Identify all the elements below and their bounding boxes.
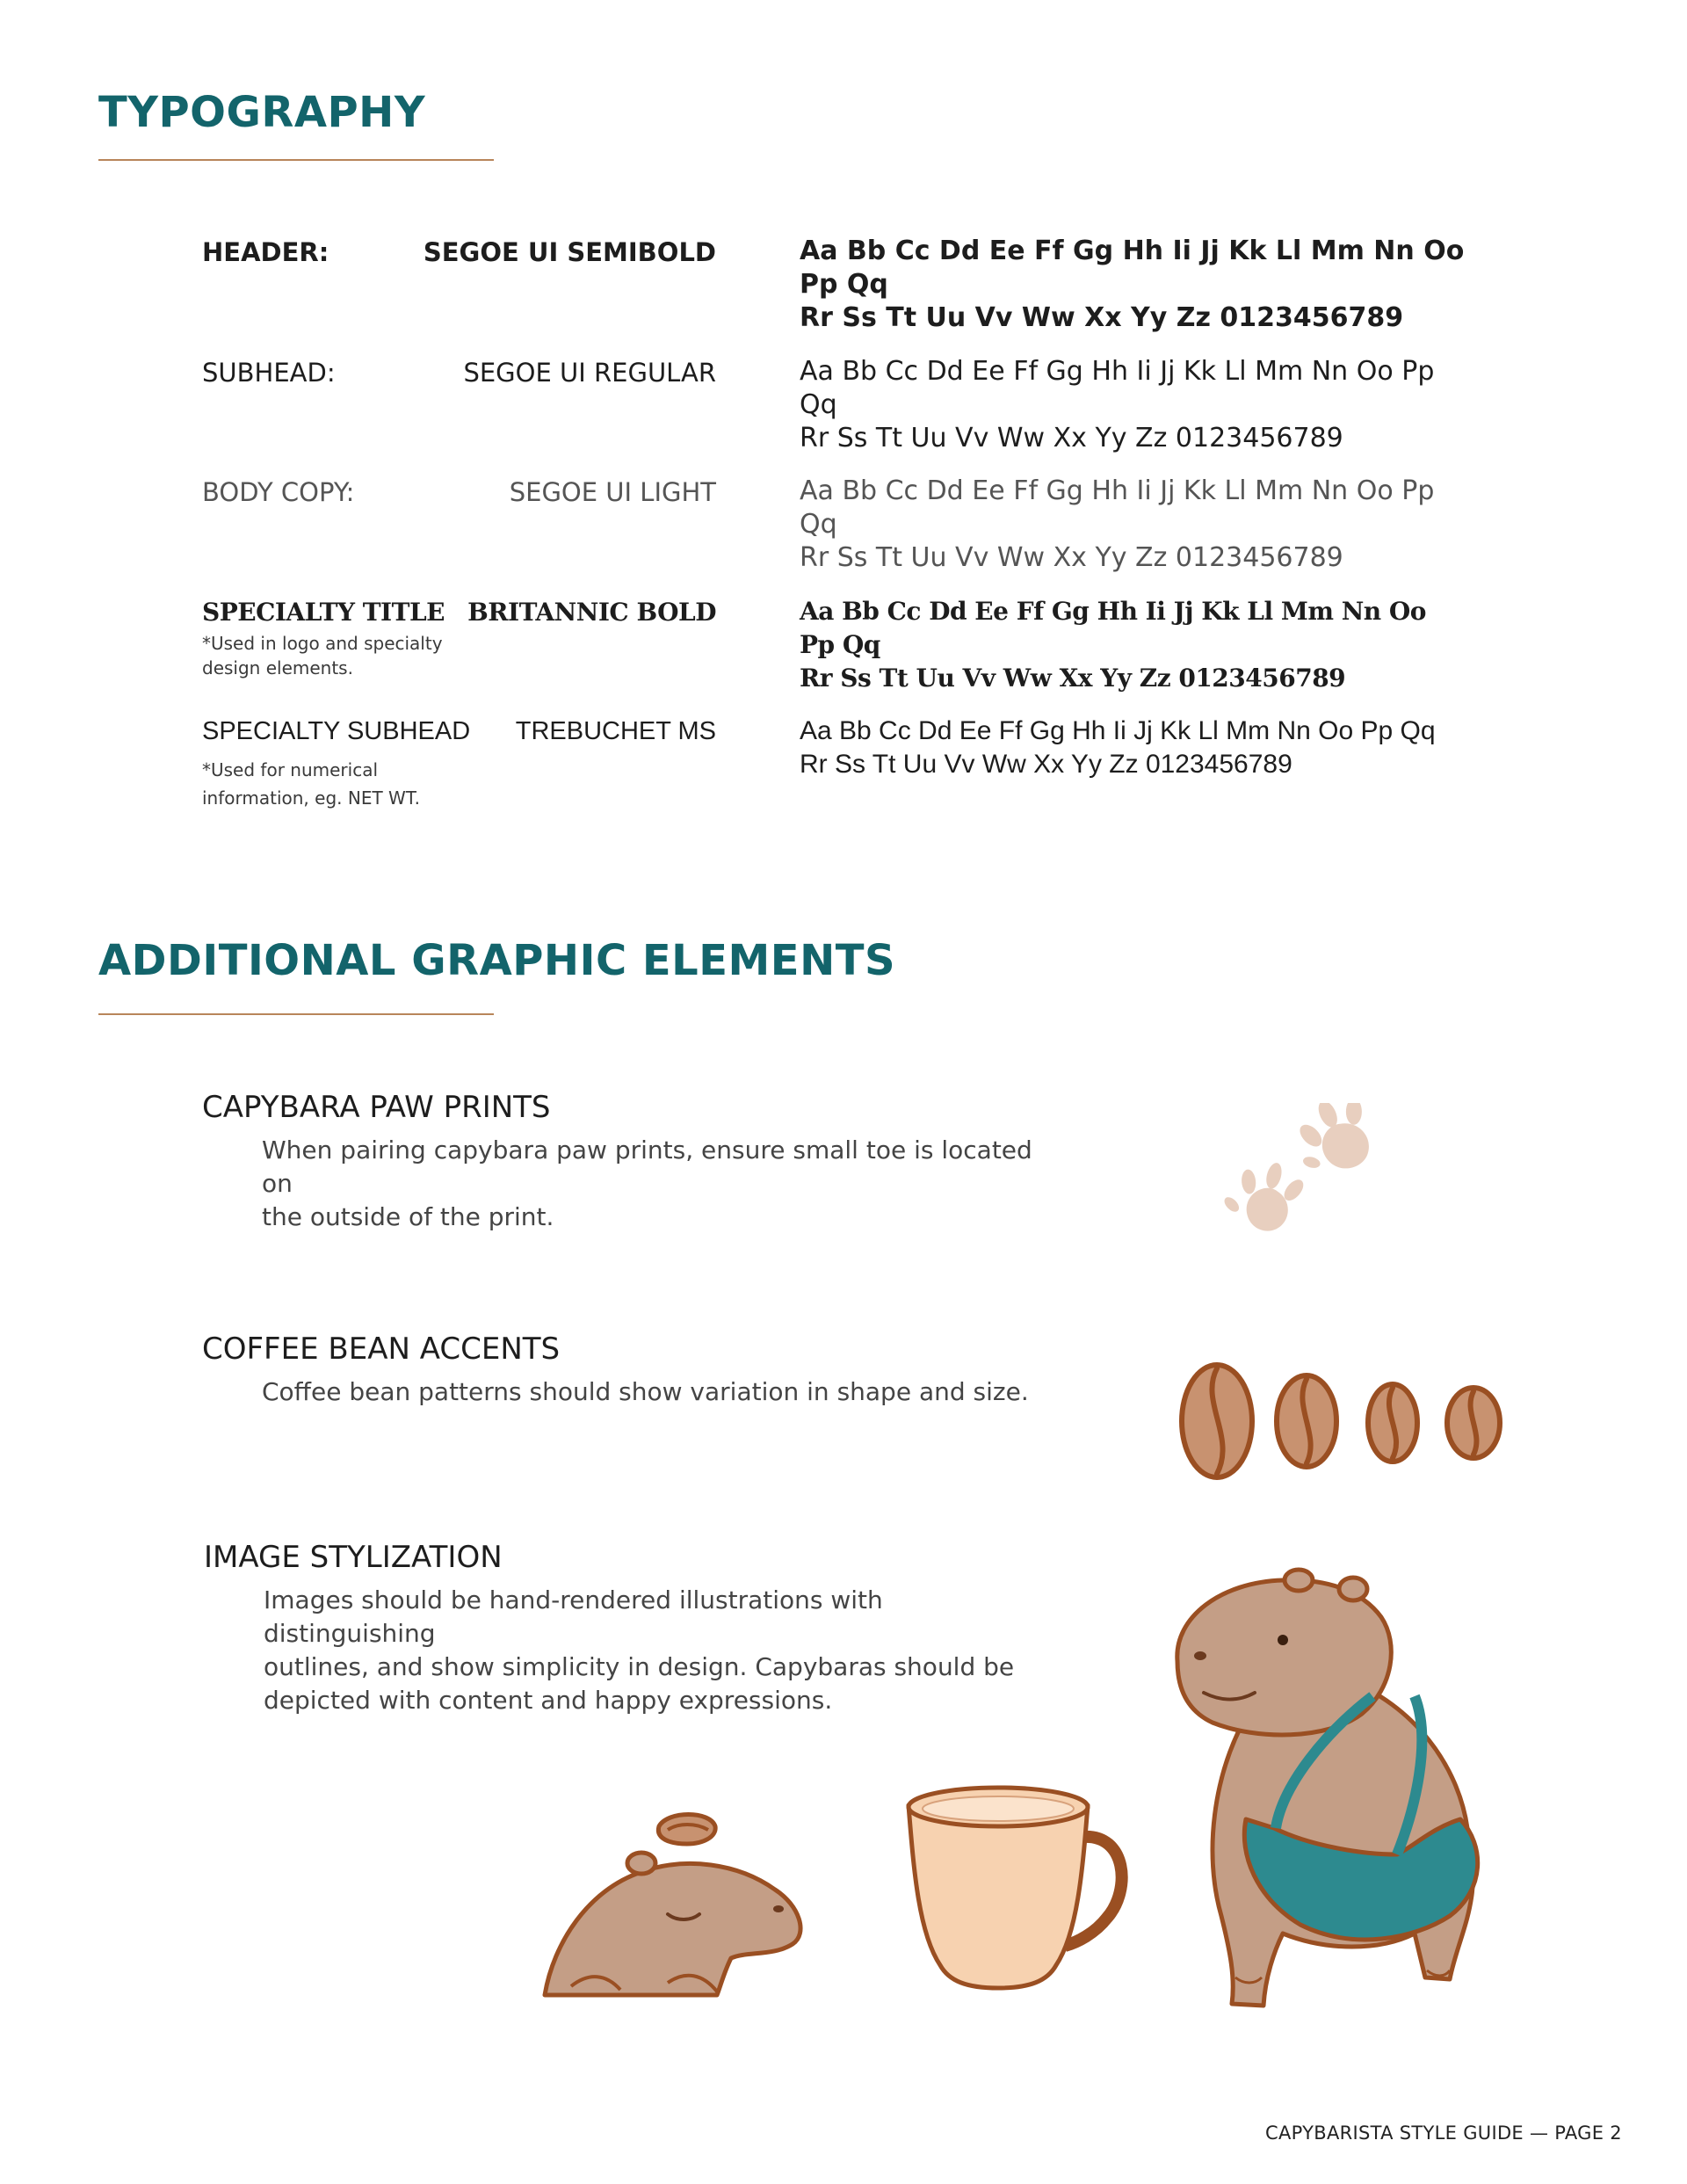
image-heading: IMAGE STYLIZATION <box>204 1540 503 1575</box>
type-font-subhead: SEGOE UI REGULAR <box>463 358 716 388</box>
type-note-specialty-title: *Used in logo and specialty design elements. <box>202 633 443 678</box>
paw-description: When pairing capybara paw prints, ensure small toe is located on the outside of the print. <box>262 1136 1032 1231</box>
type-font-body: SEGOE UI LIGHT <box>509 477 716 507</box>
capybara-bean-illustration <box>536 1810 817 2004</box>
type-font-header: SEGOE UI SEMIBOLD <box>423 237 716 267</box>
page-footer: CAPYBARISTA STYLE GUIDE — PAGE 2 <box>1265 2122 1622 2144</box>
capybara-apron-illustration <box>1151 1564 1538 2021</box>
paw-heading: CAPYBARA PAW PRINTS <box>202 1090 551 1125</box>
typography-rule <box>98 159 494 161</box>
type-label-header: HEADER: <box>202 237 329 267</box>
type-label-specialty-subhead: SPECIALTY SUBHEAD <box>202 717 471 745</box>
typography-title: TYPOGRAPHY <box>98 88 426 137</box>
type-sample-subhead: Aa Bb Cc Dd Ee Ff Gg Hh Ii Jj Kk Ll Mm Nn Oo Pp Qq Rr Ss Tt Uu Vv Ww Xx Yy Zz 0123456789 <box>800 356 1435 453</box>
graphics-title: ADDITIONAL GRAPHIC ELEMENTS <box>98 936 896 985</box>
graphics-rule <box>98 1013 494 1015</box>
type-label-body: BODY COPY: <box>202 477 355 507</box>
bean-description: Coffee bean patterns should show variation in shape and size. <box>262 1377 1029 1406</box>
type-sample-specialty-title: Aa Bb Cc Dd Ee Ff Gg Hh Ii Jj Kk Ll Mm Nn Oo Pp Qq Rr Ss Tt Uu Vv Ww Xx Yy Zz 0123456789 <box>800 597 1426 693</box>
bean-heading: COFFEE BEAN ACCENTS <box>202 1331 561 1367</box>
type-sample-header: Aa Bb Cc Dd Ee Ff Gg Hh Ii Jj Kk Ll Mm Nn Oo Pp Qq Rr Ss Tt Uu Vv Ww Xx Yy Zz 0123456789 <box>800 236 1465 333</box>
type-label-subhead: SUBHEAD: <box>202 358 336 388</box>
type-sample-body: Aa Bb Cc Dd Ee Ff Gg Hh Ii Jj Kk Ll Mm Nn Oo Pp Qq Rr Ss Tt Uu Vv Ww Xx Yy Zz 0123456789 <box>800 475 1435 573</box>
type-note-specialty-subhead: *Used for numerical information, eg. NET WT. <box>202 759 421 809</box>
type-label-specialty-title: SPECIALTY TITLE <box>202 598 445 627</box>
image-description: Images should be hand-rendered illustrations with distinguishing outlines, and show simplicity in design. Capybaras should be depicted with content and happy expressions. <box>264 1585 1015 1715</box>
type-font-specialty-subhead: TREBUCHET MS <box>515 717 716 745</box>
coffee-beans-icon <box>1164 1349 1524 1490</box>
coffee-mug-illustration <box>896 1784 1142 2004</box>
paw-prints-icon <box>1213 1103 1423 1261</box>
type-font-specialty-title: BRITANNIC BOLD <box>467 598 716 627</box>
type-sample-specialty-subhead: Aa Bb Cc Dd Ee Ff Gg Hh Ii Jj Kk Ll Mm Nn Oo Pp Qq Rr Ss Tt Uu Vv Ww Xx Yy Zz 0123456789 <box>800 716 1436 779</box>
